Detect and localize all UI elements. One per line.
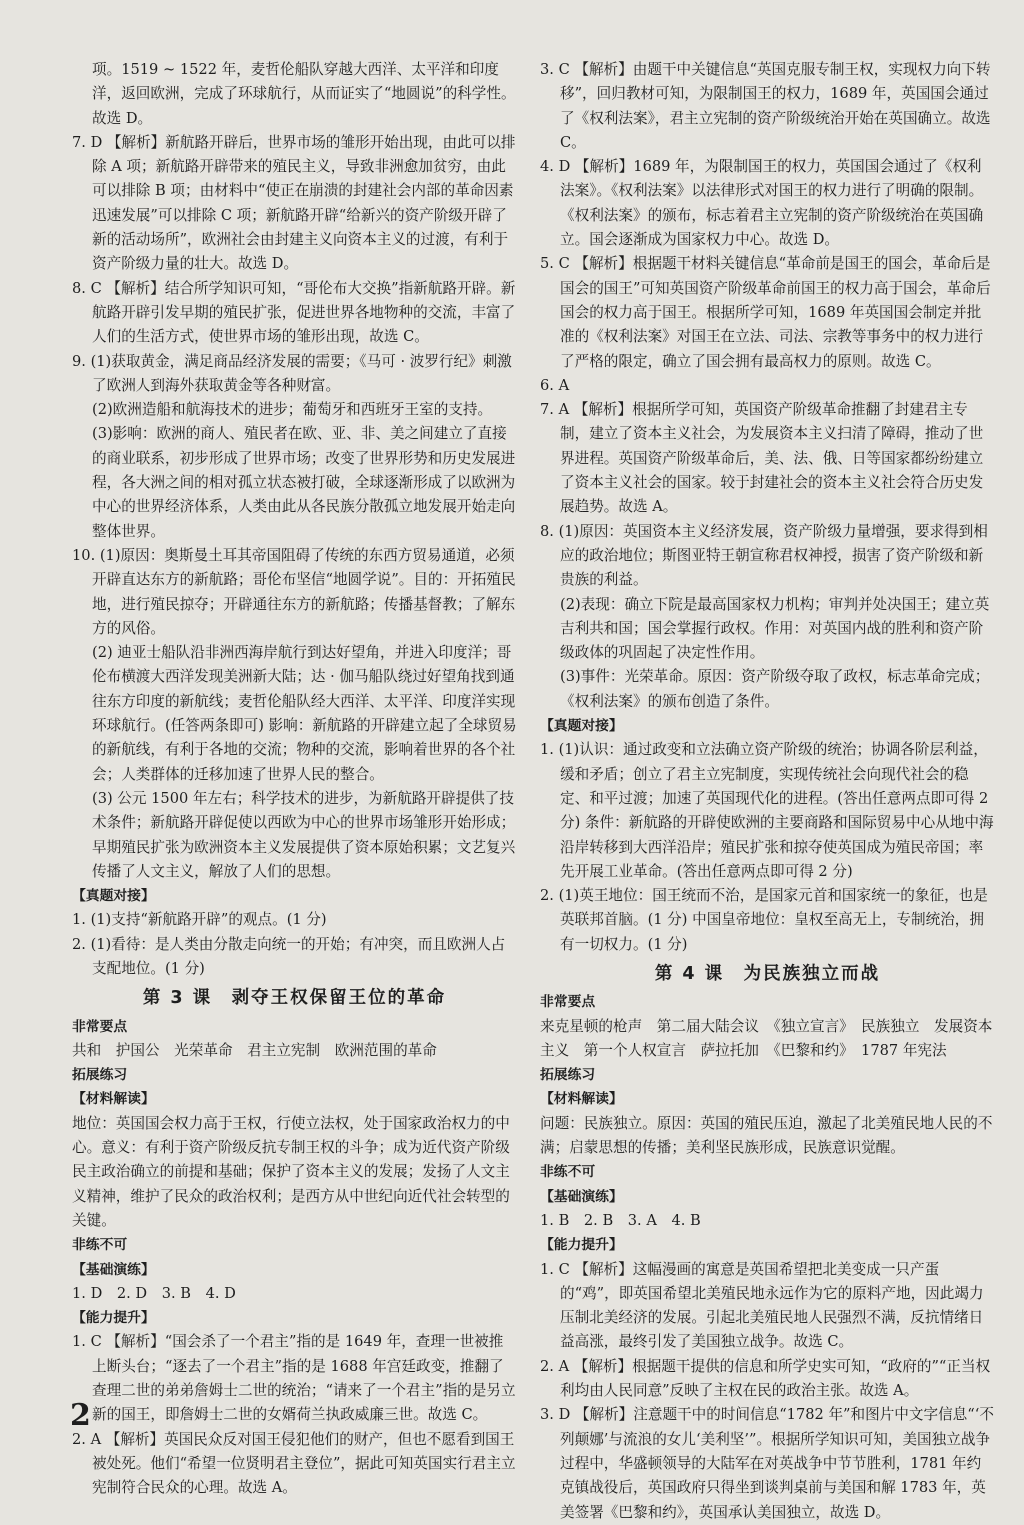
section-heading: 拓展练习 [540, 1067, 596, 1084]
answer-paragraph: (3)事件：光荣革命。原因：资产阶级夺取了政权，标志革命完成；《权利法案》的颁布创造了条件。 [560, 668, 990, 710]
text-block: 1. D 2. D 3. B 4. D [72, 1284, 236, 1302]
answer-paragraph: (2)表现：确立下院是最高国家权力机构；审判并处决国王；建立英吉利共和国；国会掌握行政权。作用：对英国内战的胜利和资产阶级政体的巩固起了决定性作用。 [560, 595, 990, 662]
answer-item: 8. (1)原因：英国资本主义经济发展，资产阶级力量增强，要求得到相应的政治地位；斯图亚特王朝宣称君权神授，损害了资产阶级和新贵族的利益。 [540, 522, 988, 589]
answer-item: 4. D 【解析】1689 年，为限制国王的权力，英国国会通过了《权利法案》。《权利法案》以法律形式对国王的权力进行了明确的限制。《权利法案》的颁布，标志着君主立宪制的资产阶级统治在英国确立。国会逐渐成为国家权力中心。故选 D。 [540, 158, 984, 249]
section-heading: 非练不可 [540, 1164, 596, 1181]
section-heading: 拓展练习 [72, 1067, 128, 1084]
section-heading: 【基础演练】 [72, 1261, 155, 1278]
answer-paragraph: (2)欧洲造船和航海技术的进步；葡萄牙和西班牙王室的支持。 [92, 401, 493, 419]
answer-item: 5. C 【解析】根据题干材料关键信息“革命前是国王的国会，革命后是国会的国王”可知英国资产阶级革命前国王的权力高于国会，革命后国会的权力高于国王。根据所学可知，1689 年英国国会制定并批准的《权利法案》对国王在立法、司法、宗教等事务中的权力进行了严格的限定，确立了国会拥有最高权力的原则。故选 C。 [540, 255, 991, 370]
answer-item: 9. (1)获取黄金，满足商品经济发展的需要；《马可 · 波罗行纪》刺激了欧洲人到海外获取黄金等各种财富。 [72, 352, 512, 394]
text-block: 来克星顿的枪声 第二届大陆会议 《独立宣言》 民族独立 发展资本主义 第一个人权宣言 萨拉托加 《巴黎和约》 1787 年宪法 [540, 1017, 993, 1059]
page-number: 2 [70, 1398, 91, 1433]
section-heading: 非常要点 [540, 994, 596, 1011]
section-heading: 【能力提升】 [72, 1310, 155, 1327]
text-block: 地位：英国国会权力高于王权，行使立法权，处于国家政治权力的中心。意义：有利于资产阶级反抗专制王权的斗争；成为近代资产阶级民主政治确立的前提和基础；保护了资本主义的发展；发扬了人文主义精神，维护了民众的政治权利；是西方从中世纪向近代社会转型的关键。 [72, 1114, 510, 1229]
section-heading: 【真题对接】 [72, 888, 155, 905]
answer-item: 3. C 【解析】由题干中关键信息“英国克服专制王权，实现权力向下转移”，回归教材可知，为限制国王的权力，1689 年，英国国会通过了《权利法案》，君主立宪制的资产阶级统治开始在英国确立。故选 C。 [540, 61, 991, 151]
section-heading: 【材料解读】 [540, 1091, 623, 1108]
section-heading: 【材料解读】 [72, 1091, 155, 1108]
answer-item: 6. A [540, 376, 570, 394]
answer-item: 8. C 【解析】结合所学知识可知，“哥伦布大交换”指新航路开辟。新航路开辟引发早期的殖民扩张，促进世界各地物种的交流，丰富了人们的生活方式，使世界市场的雏形出现，故选 C。 [72, 279, 516, 346]
answer-item: 3. D 【解析】注意题干中的时间信息“1782 年”和图片中文字信息“‘不列颠娜’与流浪的女儿‘美利坚’”。根据所学知识可知，美国独立战争过程中，华盛顿领导的大陆军在对英战争中节节胜利，1781 年约克镇战役后，英国政府只得坐到谈判桌前与美国和解 1783 年，英美签署《巴黎和约》，英国承认美国独立，故选 D。 [540, 1406, 994, 1521]
text-block: 共和 护国公 光荣革命 君主立宪制 欧洲范围的革命 [72, 1041, 437, 1059]
answer-item: 2. (1)英王地位：国王统而不治，是国家元首和国家统一的象征，也是英联邦首脑。(1 分) 中国皇帝地位：皇权至高无上，专制统治，拥有一切权力。(1 分) [540, 887, 988, 953]
answer-item: 2. A 【解析】根据题干提供的信息和所学史实可知，“政府的”“正当权利均由人民同意”反映了主权在民的政治主张。故选 A。 [540, 1357, 991, 1400]
answer-item: 1. (1)支持“新航路开辟”的观点。(1 分) [72, 911, 327, 929]
answer-paragraph: (2) 迪亚士船队沿非洲西海岸航行到达好望角，并进入印度洋；哥伦布横渡大西洋发现美洲新大陆；达 · 伽马船队绕过好望角找到通往东方印度的新航线；麦哲伦船队经大西洋、太平洋、印度洋实现环球航行。(任答两条即可) 影响：新航路的开辟建立起了全球贸易的新航线，有利于各地的交流；物种的交流，影响着世界的各个社会；人类群体的迁移加速了世界人民的整合。 [92, 644, 517, 783]
answer-item: 2. A 【解析】英国民众反对国王侵犯他们的财产，但也不愿看到国王被处死。他们“希望一位贤明君主登位”，据此可知英国实行君主立宪制符合民众的心理。故选 A。 [72, 1430, 516, 1497]
text-block: 1. B 2. B 3. A 4. B [540, 1211, 701, 1229]
section-heading: 【能力提升】 [540, 1237, 623, 1254]
section-heading: 【真题对接】 [540, 718, 623, 735]
answer-item: 1. C 【解析】这幅漫画的寓意是英国希望把北美变成一只产蛋的“鸡”，即英国希望北美殖民地永远作为它的原料产地，因此竭力压制北美经济的发展。引起北美殖民地人民强烈不满，反抗情绪日益高涨，最终引发了美国独立战争。故选 C。 [540, 1260, 984, 1351]
right-column [540, 58, 995, 1525]
answer-item: 2. (1)看待：是人类由分散走向统一的开始；有冲突，而且欧洲人占支配地位。(1 分) [72, 935, 506, 977]
answer-paragraph: (3) 公元 1500 年左右；科学技术的进步，为新航路开辟提供了技术条件；新航路开辟促使以西欧为中心的世界市场雏形开始形成；早期殖民扩张为欧洲资本主义发展提供了资本原始积累；文艺复兴传播了人文主义，解放了人们的思想。 [92, 789, 516, 880]
answer-item: 1. (1)认识：通过政变和立法确立资产阶级的统治；协调各阶层利益，缓和矛盾；创立了君主立宪制度，实现传统社会向现代社会的稳定、和平过渡；加速了英国现代化的进程。(答出任意两点即可得 2 分) 条件：新航路的开辟使欧洲的主要商路和国际贸易中心从地中海沿岸转移到大西洋沿岸；殖民扩张和掠夺使英国成为殖民帝国；率先开展工业革命。(答出任意两点即可得 2 分) [540, 741, 994, 880]
answer-item: 1. C 【解析】“国会杀了一个君主”指的是 1649 年，查理一世被推上断头台；“逐去了一个君主”指的是 1688 年宫廷政变，推翻了查理二世的弟弟詹姆士二世的统治；“请来了一个君主”指的是另立新的国王，即詹姆士二世的女婿荷兰执政威廉三世。故选 C。 [72, 1333, 516, 1424]
text-block: 问题：民族独立。原因：英国的殖民压迫，激起了北美殖民地人民的不满；启蒙思想的传播；美利坚民族形成，民族意识觉醒。 [540, 1114, 993, 1157]
section-heading: 非常要点 [72, 1018, 128, 1035]
answer-item: 7. A 【解析】根据所学可知，英国资产阶级革命推翻了封建君主专制，建立了资本主义社会，为发展资本主义扫清了障碍，推动了世界进程。英国资产阶级革命后，美、法、俄、日等国家都纷纷建立了资本主义社会的国家。较于封建社会的资本主义社会符合历史发展趋势。故选 A。 [540, 401, 984, 516]
section-heading: 【基础演练】 [540, 1188, 623, 1205]
lesson-title: 第 4 课 为民族独立而战 [654, 963, 881, 984]
answer-item: 7. D 【解析】新航路开辟后，世界市场的雏形开始出现，由此可以排除 A 项；新航路开辟带来的殖民主义，导致非洲愈加贫穷，由此可以排除 B 项；由材料中“使正在崩溃的封建社会内部的革命因素迅速发展”可以排除 C 项；新航路开辟“给新兴的资产阶级开辟了新的活动场所”，欧洲社会由封建主义向资本主义的过渡，有利于资产阶级力量的壮大。故选 D。 [72, 133, 516, 273]
lesson-title: 第 3 课 剥夺王权保留王位的革命 [142, 988, 447, 1009]
answer-item: 10. (1)原因：奥斯曼土耳其帝国阻碍了传统的东西方贸易通道，必须开辟直达东方的新航路；哥伦布坚信“地圆学说”。目的：开拓殖民地，进行殖民掠夺；开辟通往东方的新航路；传播基督教；了解东方的风俗。 [72, 546, 516, 637]
left-column [72, 58, 517, 1501]
answer-paragraph: (3)影响：欧洲的商人、殖民者在欧、亚、非、美之间建立了直接的商业联系，初步形成了世界市场；改变了世界形势和历史发展进程，各大洲之间的相对孤立状态被打破，全球逐渐形成了以欧洲为中心的世界经济体系，人类由此从各民族分散孤立地发展开始走向整体世界。 [92, 425, 516, 540]
section-heading: 非练不可 [72, 1237, 128, 1254]
answer-paragraph: 项。1519 ~ 1522 年，麦哲伦船队穿越大西洋、太平洋和印度洋，返回欧洲，完成了环球航行，从而证实了“地圆说”的科学性。故选 D。 [92, 61, 516, 127]
